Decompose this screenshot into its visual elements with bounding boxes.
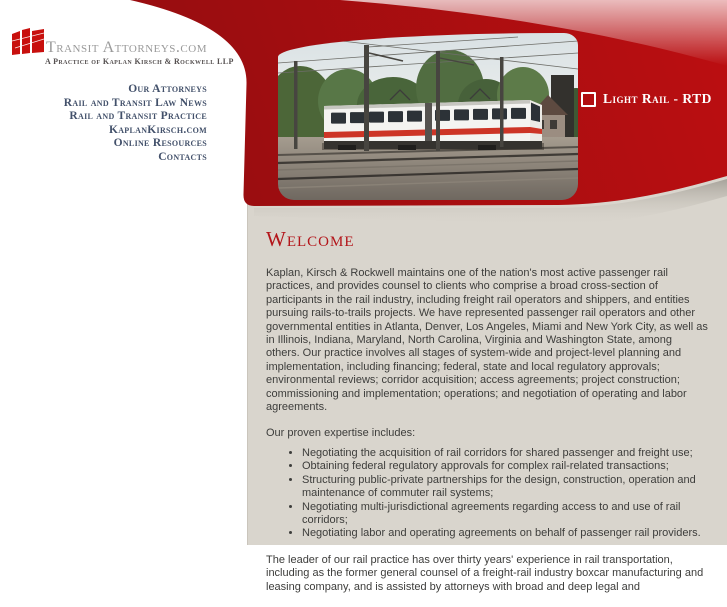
- nav-online-resources[interactable]: Online Resources: [113, 137, 207, 149]
- header-photo: [278, 33, 578, 200]
- list-item: • Structuring public-private partnerships for the design, construction, operation and maintenance of commuter rail systems;: [302, 474, 708, 501]
- site-subtitle: A Practice of Kaplan Kirsch & Rockwell LLP: [45, 57, 234, 66]
- closing-paragraph: The leader of our rail practice has over thirty years' experience in rail transportation, including as the former general counsel of a freight-rail industry boxcar manufacturing and leasing company, and is assisted by attorneys with broad and deep legal and: [266, 553, 704, 593]
- sidebar-nav: [0, 83, 207, 164]
- photo-caption[interactable]: [581, 91, 712, 107]
- list-item: • Negotiating multi-jurisdictional agreements regarding access to and use of rail corridors;: [302, 501, 708, 528]
- light-rail-train-illustration: [278, 33, 578, 200]
- nav-our-attorneys[interactable]: Our Attorneys: [128, 83, 207, 95]
- list-item: • Negotiating the acquisition of rail corridors for shared passenger and freight use;: [302, 447, 708, 460]
- expertise-intro: Our proven expertise includes:: [266, 427, 416, 440]
- sidebar: [0, 0, 247, 545]
- intro-paragraph: Kaplan, Kirsch & Rockwell maintains one of the nation's most active passenger rail practices, and provides counsel to clients who comprise a broad cross-section of participants in the rail industry, including freight rail operators and shippers, and entities pursuing rails-to-trails projects. We have represented passenger rail operators and other governmental entities in Atlanta, Denver, Los Angeles, Miami and New York City, as well as in Illinois, Indiana, Maryland, North Carolina, Virginia and Washington State, among others. Our practice involves all stages of system-wide and project-level planning and implementation, including financing; federal, state and local regulatory approvals; environmental reviews; corridor acquisition; access agreements; project construction; commissioning and implementation; operations; and negotiation of operating and labor agreements.: [266, 267, 708, 414]
- welcome-heading: Welcome: [266, 227, 355, 251]
- checkbox-icon[interactable]: [581, 92, 596, 107]
- site-title: Transit Attorneys.com: [46, 39, 207, 56]
- nav-contacts[interactable]: Contacts: [158, 150, 207, 163]
- book-pages-icon: [11, 27, 45, 57]
- nav-rail-transit-law-news[interactable]: Rail and Transit Law News: [63, 96, 207, 109]
- nav-kaplankirsch-com[interactable]: KaplanKirsch.com: [108, 123, 207, 136]
- list-item: • Negotiating labor and operating agreements on behalf of passenger rail providers.: [302, 527, 708, 540]
- expertise-list: [266, 447, 708, 541]
- photo-caption-label: Light Rail - RTD: [603, 91, 712, 106]
- list-item: • Obtaining federal regulatory approvals for complex rail-related transactions;: [302, 460, 708, 473]
- main-content: [266, 227, 708, 607]
- nav-rail-transit-practice[interactable]: Rail and Transit Practice: [69, 110, 207, 122]
